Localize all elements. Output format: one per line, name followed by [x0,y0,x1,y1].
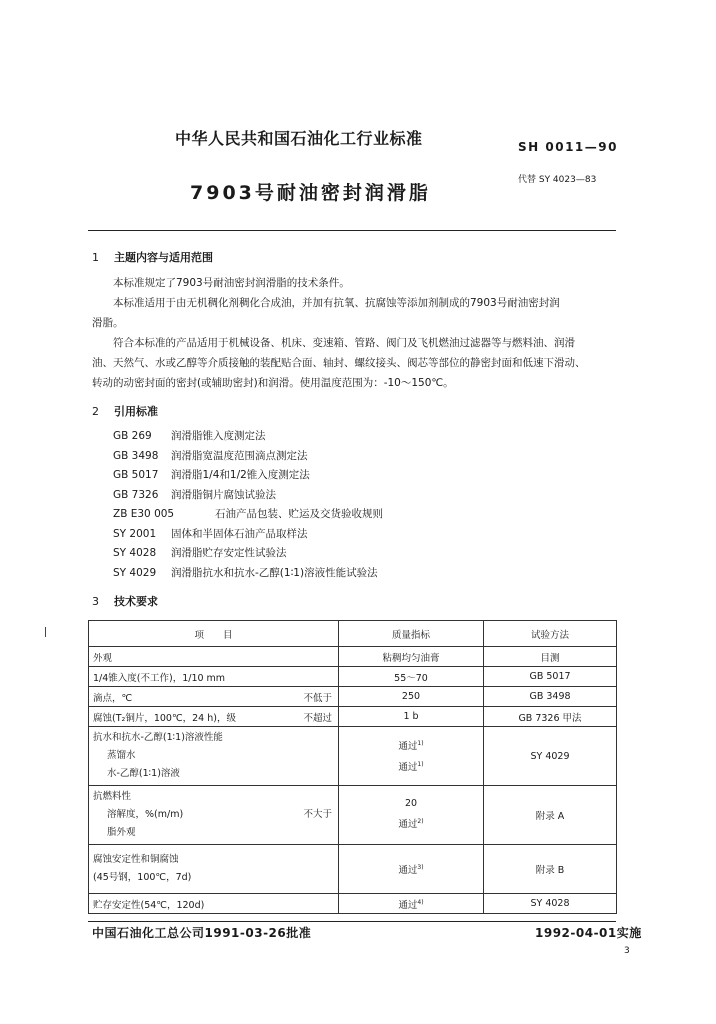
page-number: 3 [624,946,630,956]
section-1-number: 1 [92,251,99,264]
reference-code: SY 4028 [113,547,157,559]
reference-item [113,505,383,525]
row-sub-item: 蒸馏水 [107,750,136,761]
header-test-method: 试验方法 [484,621,617,647]
section-2-number: 2 [92,405,99,418]
row-value [339,894,484,914]
footnote-ref: 2) [417,818,424,826]
row-sub-value [343,756,479,777]
row-limit: 不大于 [303,809,332,820]
row-value: 250 [339,687,484,707]
section-1-para-1: 本标准规定了7903号耐油密封润滑脂的技术条件。 [113,277,350,289]
reference-title: 润滑脂1/4和1/2锥入度测定法 [171,469,310,481]
issuing-organization: 中华人民共和国石油化工行业标准 [175,129,423,148]
document-title: 7903号耐油密封润滑脂 [190,182,431,204]
row-method: GB 3498 [484,687,617,707]
row-item [89,727,339,786]
row-item-label: 滴点，℃ [93,692,133,704]
row-item-label: 腐蚀(T₂铜片，100℃，24 h)，级 [93,712,236,724]
table-row [89,667,617,687]
row-method: GB 5017 [484,667,617,687]
row-sub-value [343,735,479,756]
table-row [89,707,617,727]
section-1-para-2-line-2: 滑脂。 [92,317,124,329]
section-1-para-3-line-3: 转动的动密封面的密封(或辅助密封)和润滑。使用温度范围为：-10～150℃。 [92,377,454,389]
reference-title: 石油产品包装、贮运及交货验收规则 [215,508,383,520]
approval-note: 中国石油化工总公司1991-03-26批准 [92,926,312,940]
row-value [339,786,484,845]
reference-list [113,427,383,583]
row-method: 目测 [484,647,617,667]
reference-code: GB 5017 [113,469,159,481]
reference-code: SY 4029 [113,566,157,579]
reference-item [113,427,383,447]
row-value: 55～70 [339,667,484,687]
footnote-ref: 1) [417,739,424,747]
table-row [89,727,617,786]
row-item [89,707,339,727]
row-item: 外观 [89,647,339,667]
footnote-ref: 3) [417,863,424,871]
section-3-heading [92,593,158,609]
reference-code: SY 2001 [113,527,157,540]
section-1-para-3-line-1: 符合本标准的产品适用于机械设备、机床、变速箱、管路、阀门及飞机燃油过滤器等与燃料油、润滑 [113,337,575,349]
reference-code: GB 269 [113,430,152,442]
table-row [89,845,617,894]
row-method: GB 7326 甲法 [484,707,617,727]
reference-item [113,447,383,467]
section-1-para-3-line-2: 油、天然气、水或乙醇等介质接触的装配贴合面、轴封、螺纹接头、阀芯等部位的静密封面和低速下滑动、 [92,357,586,369]
row-sub-item [93,806,334,824]
row-limit: 不超过 [303,712,332,724]
reference-code: GB 7326 [113,488,159,501]
effective-date: 1992-04-01实施 [535,926,642,940]
section-3-number: 3 [92,595,99,608]
reference-title: 润滑脂宽温度范围滴点测定法 [171,449,308,462]
value-text: 通过 [398,865,418,876]
reference-item [113,466,383,486]
table-row [89,786,617,845]
value-text: 通过 [398,762,418,774]
row-item-label: 抗燃料性 [93,791,132,802]
reference-item [113,486,383,506]
table-header-row [89,621,617,647]
reference-title: 润滑脂贮存安定性试验法 [171,547,287,559]
header-quality-index: 质量指标 [339,621,484,647]
header-divider [88,230,616,231]
table-row [89,894,617,914]
standard-code: SH 0011—90 [518,140,618,154]
reference-code: ZB E30 005 [113,508,175,520]
row-item [89,786,339,845]
section-2-heading [92,403,158,419]
row-sub-item: 脂外观 [107,827,136,838]
footer-divider [88,921,616,922]
row-method: 附录 A [484,786,617,845]
row-method: SY 4029 [484,727,617,786]
footnote-ref: 1) [417,761,424,768]
technical-requirements-table [88,620,617,914]
reference-title: 润滑脂抗水和抗水-乙醇(1∶1)溶液性能试验法 [171,566,378,579]
replaces-note: 代替 SY 4023—83 [518,175,597,185]
section-1-title: 主题内容与适用范围 [114,251,213,264]
row-value [339,845,484,894]
row-item [89,687,339,707]
row-item-label: 抗水和抗水-乙醇(1∶1)溶液性能 [93,732,223,743]
row-limit: 不低于 [303,692,332,704]
reference-item [113,544,383,564]
row-item: 贮存安定性(54℃，120d) [89,894,339,914]
row-item-label: (45号钢，100℃，7d) [93,872,192,883]
row-value: 粘稠均匀油膏 [339,647,484,667]
value-text: 通过 [398,741,418,752]
reference-title: 润滑脂铜片腐蚀试验法 [171,488,276,501]
reference-title: 润滑脂锥入度测定法 [171,430,266,442]
reference-item [113,525,383,545]
table-row [89,647,617,667]
section-2-title: 引用标准 [114,405,158,418]
row-value [339,727,484,786]
row-sub-item: 水-乙醇(1∶1)溶液 [107,768,180,779]
row-item [89,845,339,894]
reference-code: GB 3498 [113,449,159,462]
row-sub-value: 20 [404,798,418,810]
section-1-heading [92,249,213,265]
table-row [89,687,617,707]
section-1-para-2-line-1: 本标准适用于由无机稠化剂稠化合成油，并加有抗氧、抗腐蚀等添加剂制成的7903号耐油密封润 [113,297,560,309]
header-item: 项 目 [89,621,339,647]
row-method: SY 4028 [484,894,617,914]
footnote-ref: 4) [417,898,424,906]
row-sub-item-label: 溶解度，%(m/m) [107,809,184,820]
reference-item [113,564,383,584]
row-method: 附录 B [484,845,617,894]
value-text: 通过 [398,819,418,831]
row-item: 1/4锥入度(不工作)，1/10 mm [89,667,339,687]
row-item-label: 腐蚀安定性和铜腐蚀 [93,854,179,865]
margin-mark [45,627,46,637]
value-text: 通过 [398,899,418,911]
row-sub-value [343,813,479,834]
row-value: 1 b [339,707,484,727]
section-3-title: 技术要求 [114,595,158,608]
reference-title: 固体和半固体石油产品取样法 [171,527,308,540]
